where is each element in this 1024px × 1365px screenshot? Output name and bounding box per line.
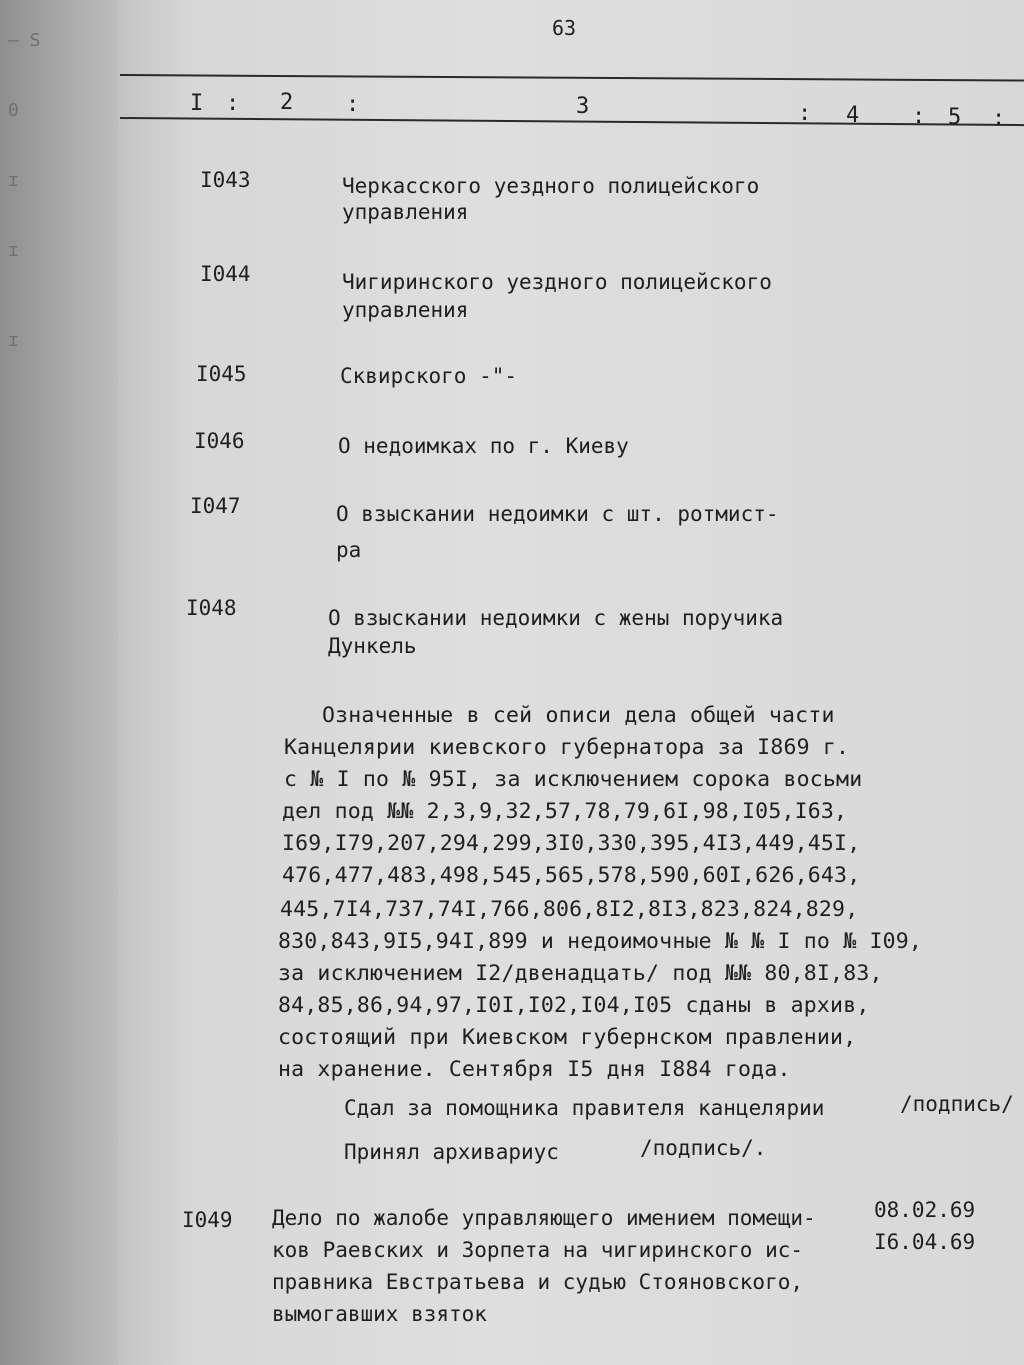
ghost-mark: — S <box>8 30 41 50</box>
column-separator: : <box>798 101 812 126</box>
adjacent-page-edge <box>0 0 118 1365</box>
header-top-rule <box>120 74 1024 82</box>
entry-number: I047 <box>190 494 241 518</box>
header-bottom-rule <box>120 117 1024 126</box>
entry-number: I044 <box>200 262 251 286</box>
column-separator: : <box>346 92 360 117</box>
entry-title-line: О взыскании недоимки с жены поручика <box>328 606 784 630</box>
entry-date-end: I6.04.69 <box>874 1230 976 1254</box>
ghost-mark: ɪ <box>8 170 19 190</box>
closing-note-line: Канцелярии киевского губернатора за I869 г. <box>284 735 850 760</box>
entry-number: I046 <box>194 429 245 453</box>
closing-note-line: 830,843,9I5,94I,899 и недоимочные № № I по № I09, <box>278 929 923 954</box>
closing-note-line: 445,7I4,737,74I,766,806,8I2,8I3,823,824,829, <box>280 897 859 922</box>
closing-note-line: за исключением I2/двенадцать/ под №№ 80,8I,83, <box>278 961 883 986</box>
entry-title-line: Сквирского -"- <box>340 364 518 388</box>
entry-title-line: ков Раевских и Зорпета на чигиринского ис- <box>272 1238 804 1262</box>
entry-title-line: правника Евстратьева и судью Стояновского, <box>272 1270 804 1294</box>
handed-over-line: Сдал за помощника правителя канцелярии <box>344 1096 825 1120</box>
received-signature: /подпись/. <box>640 1136 767 1160</box>
column-separator: : <box>992 106 1006 131</box>
entry-title-line: вымогавших взяток <box>272 1302 487 1326</box>
ghost-mark: ɪ <box>8 240 19 260</box>
entry-title-line: ра <box>336 538 362 562</box>
entry-title-line: Чигиринского уездного полицейского <box>342 270 772 294</box>
entry-title-line: Дело по жалобе управляющего имением помещи- <box>272 1206 816 1230</box>
entry-number: I045 <box>196 362 247 386</box>
entry-title-line: Черкасского уездного полицейского <box>342 174 760 198</box>
entry-number: I043 <box>200 168 251 192</box>
column-separator: : <box>912 104 926 129</box>
column-4-label: 4 <box>846 103 860 128</box>
entry-title-line: Дункель <box>328 634 417 658</box>
column-2-label: 2 <box>280 90 294 115</box>
closing-note-line: Означенные в сей описи дела общей части <box>322 703 835 728</box>
column-3-label: 3 <box>576 94 590 119</box>
closing-note-line: на хранение. Сентября I5 дня I884 года. <box>278 1057 791 1082</box>
closing-note-line: 476,477,483,498,545,565,578,590,60I,626,643, <box>282 863 861 888</box>
closing-note-line: с № I по № 95I, за исключением сорока восьми <box>284 767 863 792</box>
ghost-mark: ɪ <box>8 330 19 350</box>
closing-note-line: дел под №№ 2,3,9,32,57,78,79,6I,98,I05,I63, <box>282 799 848 824</box>
received-line: Принял архивариус <box>344 1140 559 1164</box>
entry-number: I049 <box>182 1208 233 1232</box>
column-separator: : <box>226 91 240 116</box>
handed-over-signature: /подпись/ <box>900 1092 1014 1116</box>
entry-date-start: 08.02.69 <box>874 1198 976 1222</box>
document-page <box>118 0 1024 1365</box>
column-5-label: 5 <box>948 105 962 130</box>
entry-number: I048 <box>186 596 237 620</box>
entry-title-line: управления <box>342 298 469 322</box>
column-1-label: I <box>190 91 204 116</box>
closing-note-line: I69,I79,207,294,299,3I0,330,395,4I3,449,45I, <box>282 831 861 856</box>
entry-title-line: О недоимках по г. Киеву <box>338 434 629 458</box>
entry-title-line: управления <box>342 200 469 224</box>
closing-note-line: состоящий при Киевском губернском правлении, <box>278 1025 857 1050</box>
page-number: 63 <box>552 16 577 40</box>
entry-title-line: О взыскании недоимки с шт. ротмист- <box>336 502 779 526</box>
ghost-mark: 0 <box>8 100 19 120</box>
closing-note-line: 84,85,86,94,97,I0I,I02,I04,I05 сданы в архив, <box>278 993 870 1018</box>
